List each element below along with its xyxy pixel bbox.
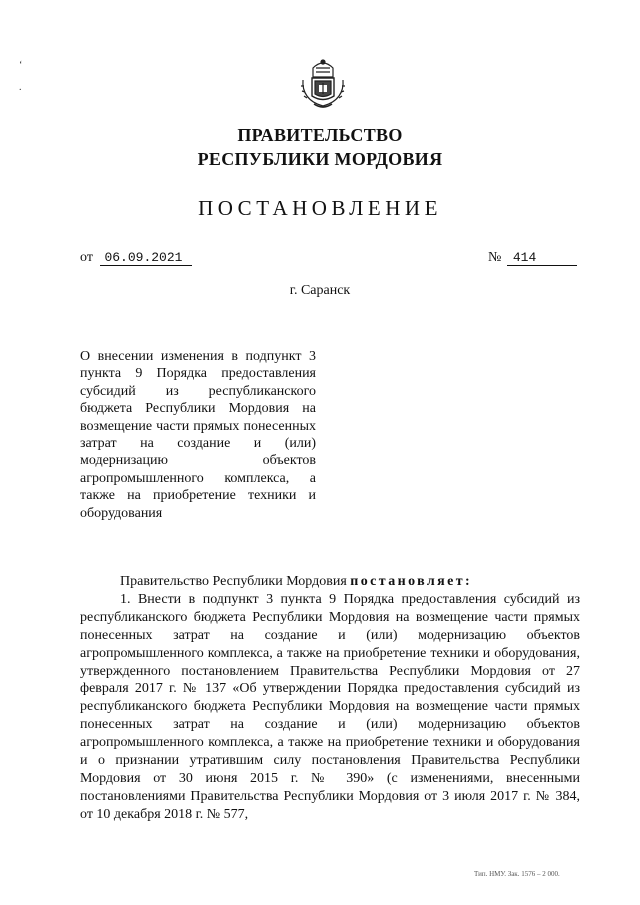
intro-text: Правительство Республики Мордовия (120, 574, 351, 589)
document-subject: О внесении изменения в подпункт 3 пункта 9 Порядка предоставления субсидий из республиканского бюджета Республики Мордовия на возмещение части прямых понесенных затрат на создание и (или) модернизацию объектов агропромышленного комплекса, а также на приобретение техники и оборудования (80, 349, 316, 521)
date-line (80, 250, 192, 266)
document-number: 414 (507, 250, 577, 266)
intro-paragraph (80, 573, 580, 591)
date-prefix: от (80, 250, 93, 265)
number-line (488, 250, 577, 266)
republic-title: РЕСПУБЛИКИ МОРДОВИЯ (197, 149, 443, 169)
coat-of-arms-icon (298, 56, 348, 112)
margin-mark: ‘ (19, 60, 23, 71)
number-prefix: № (488, 250, 502, 265)
print-footer: Тип. НМУ. Зак. 1576 – 2 000. (474, 870, 560, 878)
intro-action: постановляет: (350, 574, 473, 589)
paragraph-1: 1. Внести в подпункт 3 пункта 9 Порядка предоставления субсидий из республиканского бюджета Республики Мордовия на возмещение части прямых понесенных затрат на создание и (или) модернизацию объектов агропромышленного комплекса, а также на приобретение техники и оборудования, утвержденного постановлением Правительства Республики Мордовия от 27 февраля 2017 г. № 137 «Об утверждении Порядка предоставления субсидий из республиканского бюджета Республики Мордовия на возмещение части прямых понесенных затрат на создание и (или) модернизацию объектов агропромышленного комплекса, а также на приобретение техники и оборудования и о признании утратившим силу постановления Правительства Республики Мордовия от 30 июня 2015 г. № 390» (с изменениями, внесенными постановлениями Правительства Республики Мордовия от 3 июля 2017 г. № 384, от 10 декабря 2018 г. № 577, (80, 591, 580, 822)
government-title: ПРАВИТЕЛЬСТВО (237, 125, 403, 145)
city: г. Саранск (289, 283, 351, 298)
document-type-heading: ПОСТАНОВЛЕНИЕ (198, 196, 442, 220)
document-body (80, 573, 580, 824)
document-date: 06.09.2021 (100, 250, 192, 266)
margin-mark: . (19, 82, 22, 93)
